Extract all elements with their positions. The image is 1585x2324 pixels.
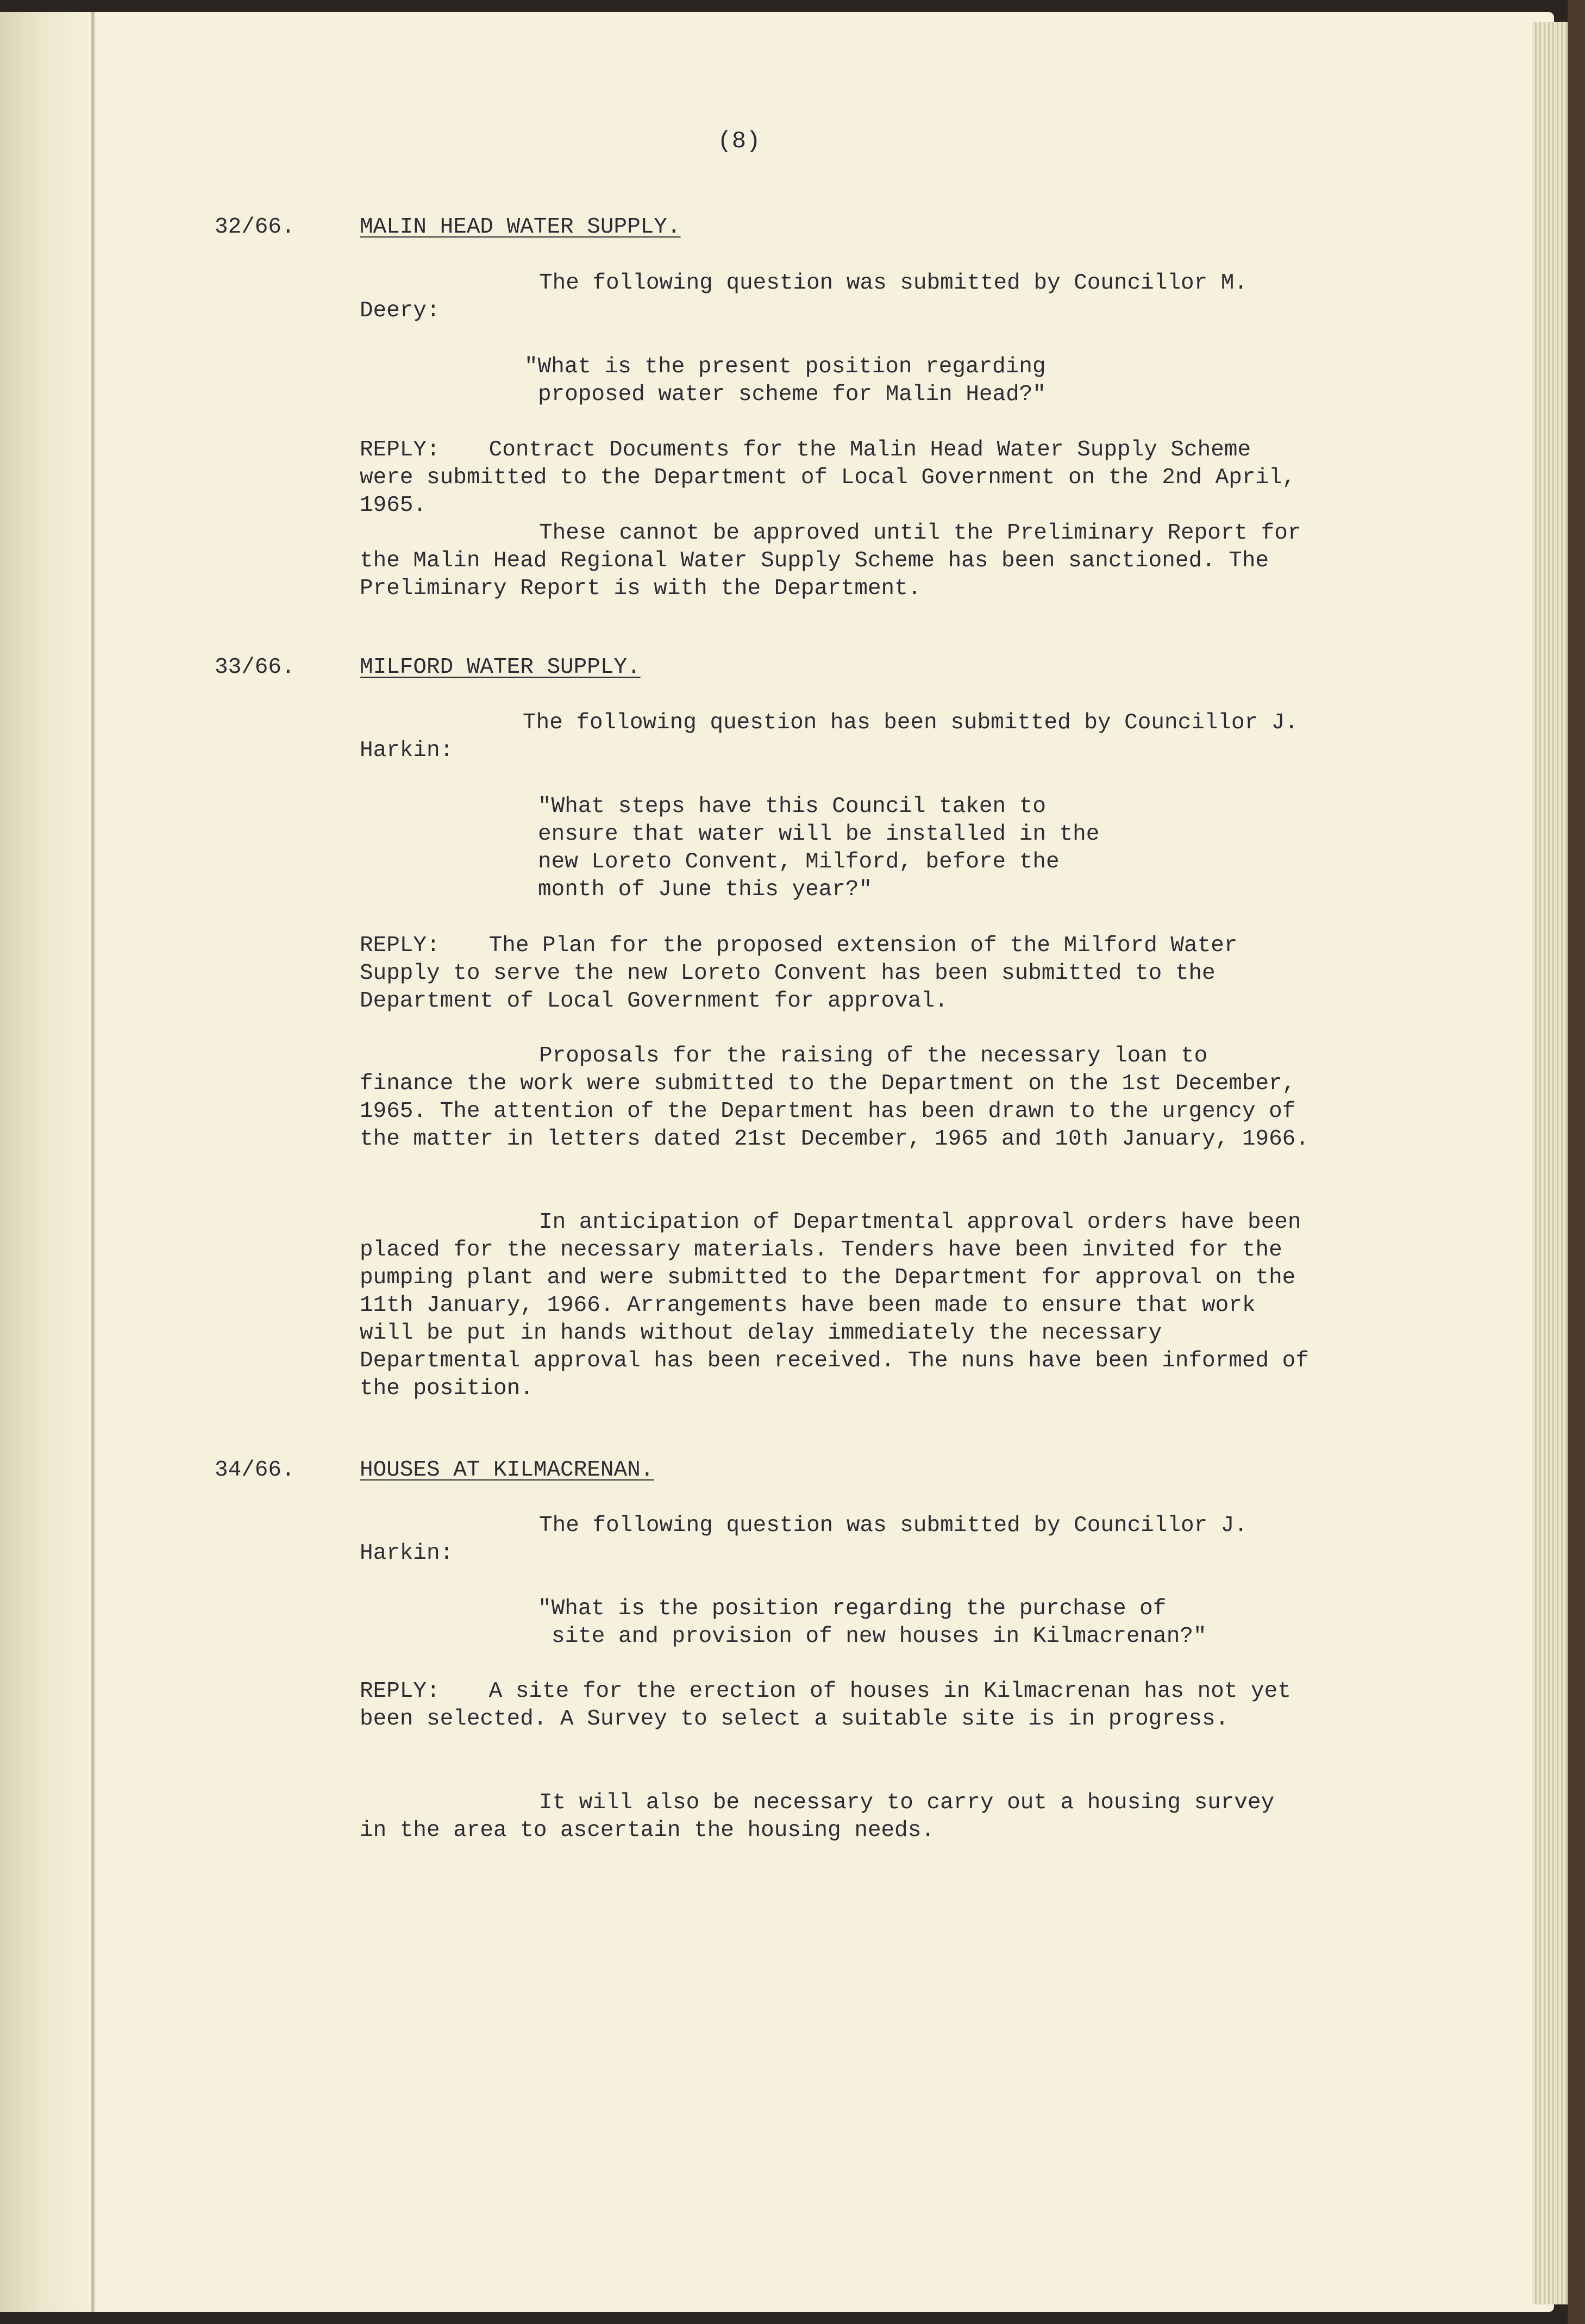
reply-paragraph: Proposals for the raising of the necessary loan to finance the work were submitted to the Department on the 1st December, 1965. The attention of the Department has been drawn to the urgency of the matter in letters dated 21st December, 1965 and 10th January, 1966. xyxy=(360,1044,1309,1152)
question-intro: The following question was submitted by Councillor M. Deery: xyxy=(360,271,1248,323)
section-heading: MALIN HEAD WATER SUPPLY. xyxy=(360,215,681,240)
reply-paragraph xyxy=(360,1678,1311,1733)
reply-label: REPLY: xyxy=(360,438,440,463)
question-line: ensure that water will be installed in the xyxy=(538,822,1100,847)
question-line: "What is the present position regarding xyxy=(524,354,1046,379)
question-line: "What is the position regarding the purchase of xyxy=(538,1596,1167,1621)
section-number: 32/66. xyxy=(215,215,295,240)
question-intro: The following question has been submitted by Councillor J. Harkin: xyxy=(360,710,1299,763)
question-intro: The following question was submitted by Councillor J. Harkin: xyxy=(360,1513,1248,1566)
reply-text: The Plan for the proposed extension of the Milford Water Supply to serve the new Loreto Convent has been submitted to the Department of Local Government for approval. xyxy=(360,933,1238,1014)
section-heading: MILFORD WATER SUPPLY. xyxy=(360,655,641,680)
question-line: proposed water scheme for Malin Head?" xyxy=(538,382,1046,407)
reply-paragraph: In anticipation of Departmental approval orders have been placed for the necessary materials. Tenders have been invited for the pumping plant and were submitted to the Department for approval on the 11th January, 1966. Arrangements have been made to ensure that work will be put in hands without delay immediately the necessary Departmental approval has been received. The nuns have been informed of the position. xyxy=(360,1210,1309,1401)
reply-label: REPLY: xyxy=(360,1679,440,1704)
page-number: (8) xyxy=(717,128,761,155)
reply-text: Contract Documents for the Malin Head Water Supply Scheme were submitted to the Department of Local Government on the 2nd April, 1965. xyxy=(360,438,1296,518)
reply-text: A site for the erection of houses in Kilmacrenan has not yet been selected. A Survey to select a suitable site is in progress. xyxy=(360,1679,1291,1732)
reply-paragraph: It will also be necessary to carry out a housing survey in the area to ascertain the housing needs. xyxy=(360,1790,1275,1843)
reply-label: REPLY: xyxy=(360,933,440,958)
section-number: 33/66. xyxy=(215,655,295,680)
question-line: new Loreto Convent, Milford, before the xyxy=(538,849,1060,874)
reply-paragraph xyxy=(360,932,1311,1015)
section-number: 34/66. xyxy=(215,1458,295,1483)
reply-paragraph: These cannot be approved until the Preliminary Report for the Malin Head Regional Water Supply Scheme has been sanctioned. The Preliminary Report is with the Department. xyxy=(360,521,1301,601)
reply-paragraph xyxy=(360,436,1311,520)
question-line: month of June this year?" xyxy=(538,877,873,902)
question-line: "What steps have this Council taken to xyxy=(538,794,1046,819)
section-heading: HOUSES AT KILMACRENAN. xyxy=(360,1458,654,1483)
question-line: site and provision of new houses in Kilmacrenan?" xyxy=(552,1624,1207,1649)
